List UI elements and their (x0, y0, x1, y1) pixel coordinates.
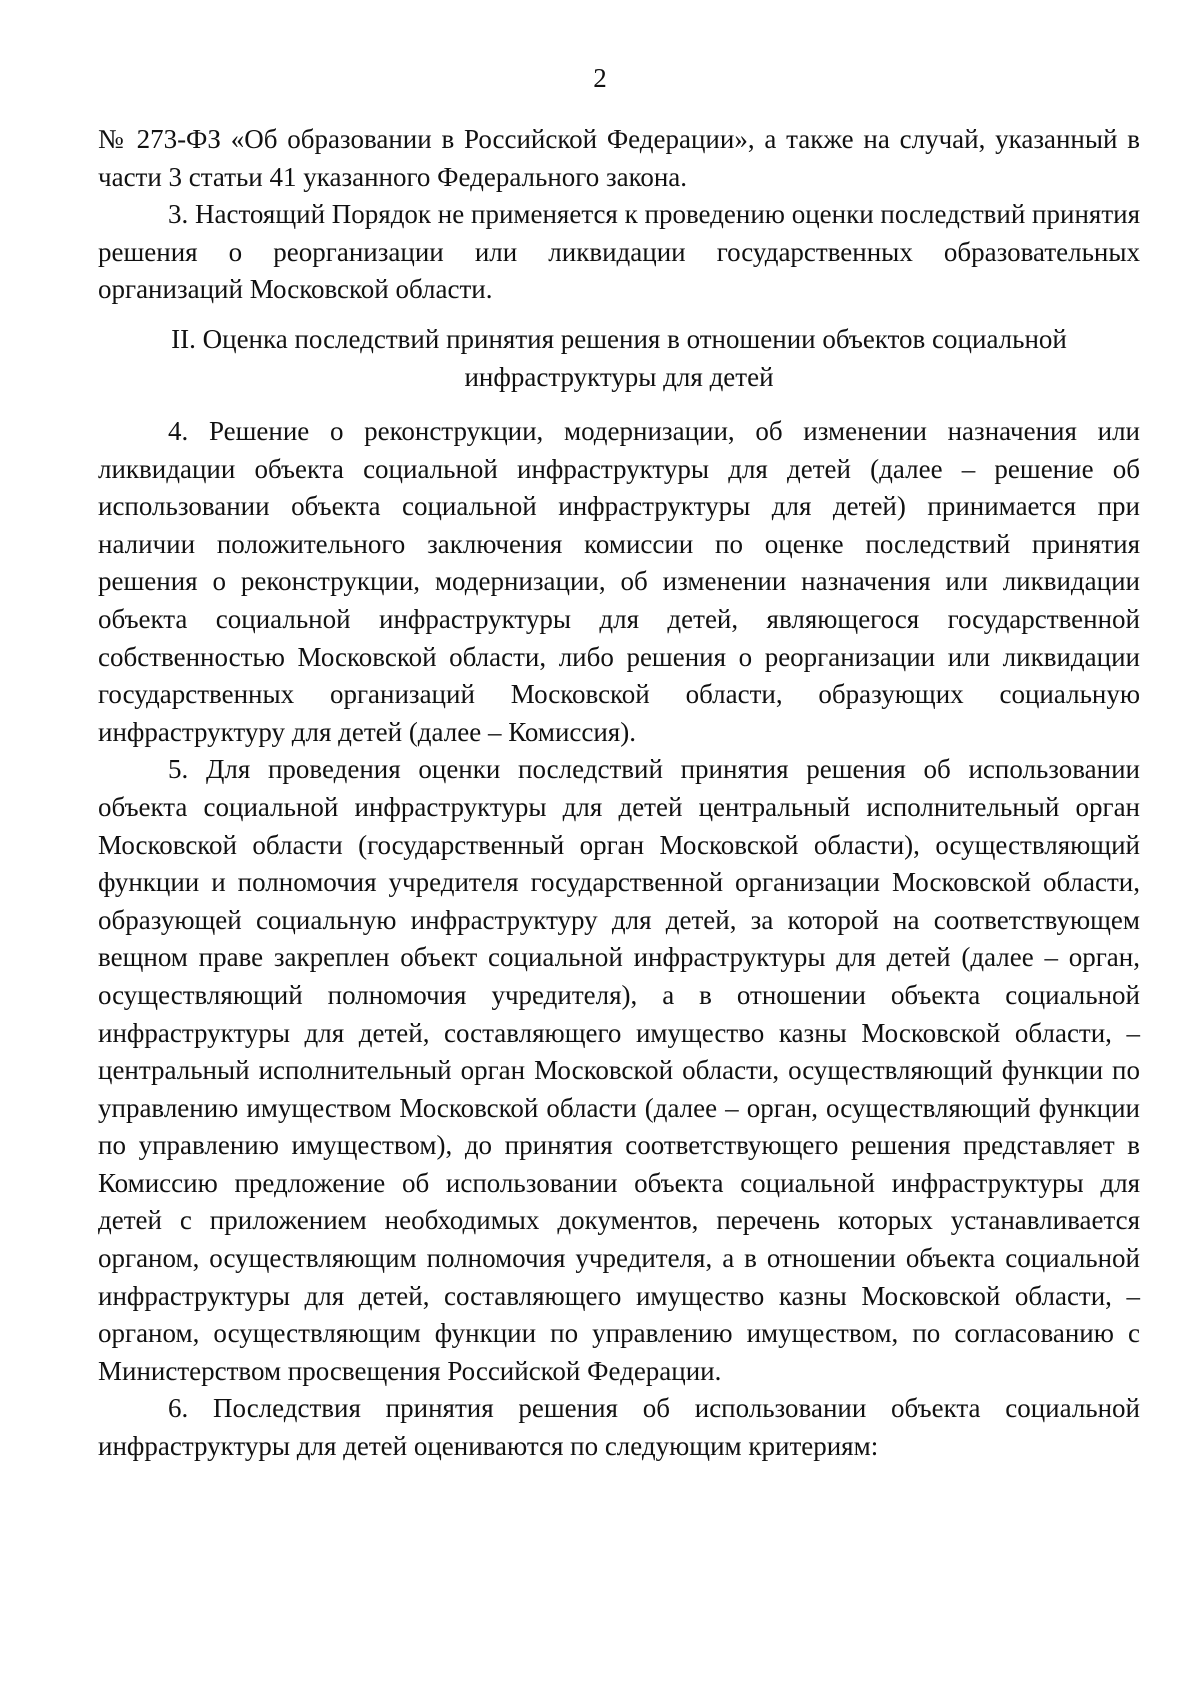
section-heading-line-1: II. Оценка последствий принятия решения в отношении объектов социальной (171, 324, 1067, 354)
paragraph-5: 5. Для проведения оценки последствий принятия решения об использовании объекта социальной инфраструктуры для детей центральный исполнительный орган Московской области (государственный орган Московской области), осуществляющий функции и полномочия учредителя государственной организации Московской области, образующей социальную инфраструктуру для детей, за которой на соответствующем вещном праве закреплен объект социальной инфраструктуры для детей (далее – орган, осуществляющий полномочия учредителя), а в отношении объекта социальной инфраструктуры для детей, составляющего имущество казны Московской области, – центральный исполнительный орган Московской области, осуществляющий функции по управлению имуществом Московской области (далее – орган, осуществляющий функции по управлению имуществом), до принятия соответствующего решения представляет в Комиссию предложение об использовании объекта социальной инфраструктуры для детей с приложением необходимых документов, перечень которых устанавливается органом, осуществляющим полномочия учредителя, а в отношении объекта социальной инфраструктуры для детей, составляющего имущество казны Московской области, – органом, осуществляющим функции по управлению имуществом, по согласованию с Министерством просвещения Российской Федерации. (98, 754, 1140, 1386)
paragraph-3: 3. Настоящий Порядок не применяется к проведению оценки последствий принятия решения о реорганизации или ликвидации государственных образовательных организаций Московской области. (98, 199, 1140, 305)
section-heading-line-2: инфраструктуры для детей (464, 362, 774, 392)
section-heading (98, 320, 1140, 396)
paragraph-4: 4. Решение о реконструкции, модернизации, об изменении назначения или ликвидации объекта социальной инфраструктуры для детей (далее – решение об использовании объекта социальной инфраструктуры для детей) принимается при наличии положительного заключения комиссии по оценке последствий принятия решения о реконструкции, модернизации, об изменении назначения или ликвидации объекта социальной инфраструктуры для детей, являющегося государственной собственностью Московской области, либо решения о реорганизации или ликвидации государственных организаций Московской области, образующих социальную инфраструктуру для детей (далее – Комиссия). (98, 416, 1140, 747)
paragraph-6: 6. Последствия принятия решения об использовании объекта социальной инфраструктуры для детей оцениваются по следующим критериям: (98, 1393, 1140, 1462)
intro-paragraph: № 273-ФЗ «Об образовании в Российской Федерации», а также на случай, указанный в части 3 статьи 41 указанного Федерального закона. (98, 124, 1140, 192)
page-number: 2 (593, 63, 607, 93)
section-2-body (98, 413, 1140, 1466)
section-1-continuation (98, 121, 1140, 309)
